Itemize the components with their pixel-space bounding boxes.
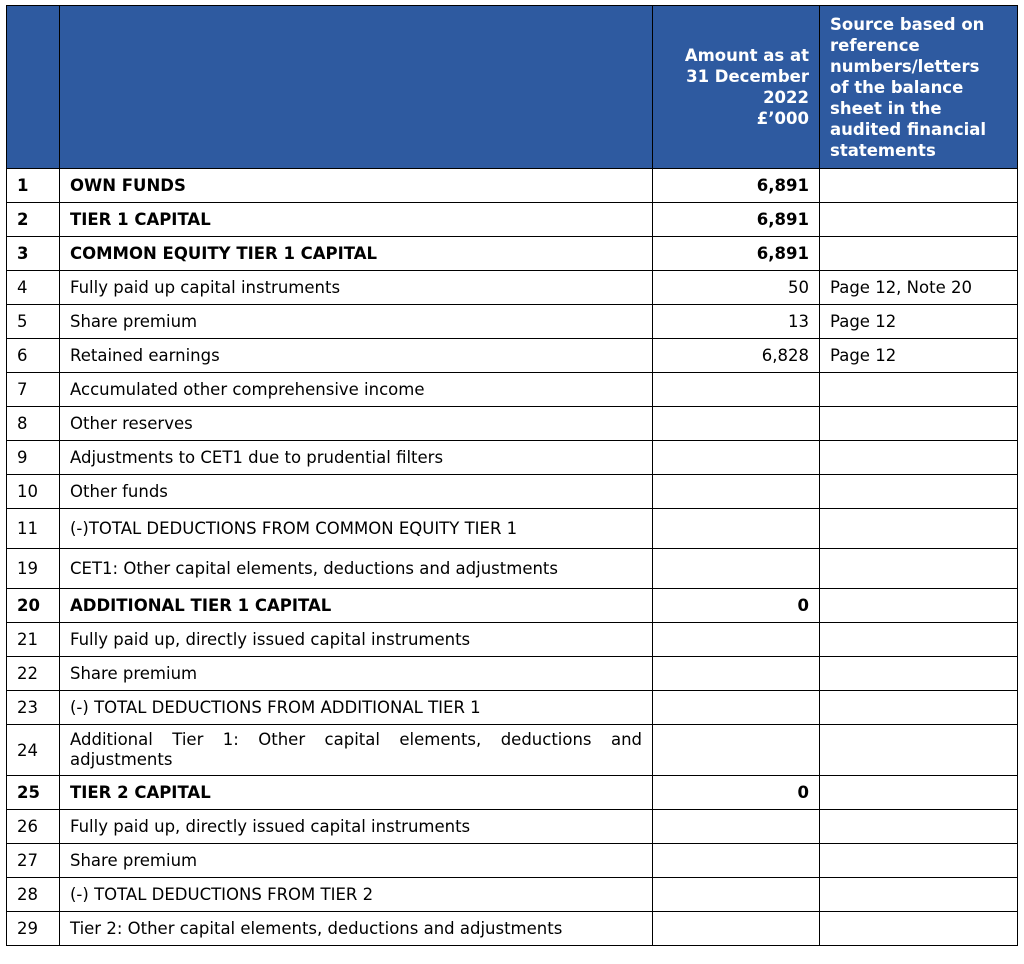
- row-number: 26: [7, 810, 60, 844]
- table-row: [7, 657, 1018, 691]
- row-amount: 6,891: [653, 169, 820, 203]
- row-number: 6: [7, 339, 60, 373]
- row-source: Page 12: [820, 339, 1018, 373]
- header-amount-line: 2022: [763, 88, 809, 107]
- row-amount: [653, 691, 820, 725]
- table-row: [7, 549, 1018, 589]
- table-row: [7, 912, 1018, 946]
- row-amount: [653, 623, 820, 657]
- row-description: OWN FUNDS: [60, 169, 653, 203]
- row-source: [820, 691, 1018, 725]
- row-amount: 6,828: [653, 339, 820, 373]
- row-amount: [653, 407, 820, 441]
- row-source: [820, 589, 1018, 623]
- table-row: [7, 441, 1018, 475]
- row-description: Adjustments to CET1 due to prudential filters: [60, 441, 653, 475]
- row-description: Retained earnings: [60, 339, 653, 373]
- header-source-line: Source based on: [830, 14, 985, 34]
- row-number: 19: [7, 549, 60, 589]
- table-row: [7, 475, 1018, 509]
- table-row: [7, 339, 1018, 373]
- header-source-line: reference: [830, 35, 920, 55]
- row-source: [820, 237, 1018, 271]
- row-amount: [653, 725, 820, 776]
- header-amount-cell: [653, 6, 820, 169]
- row-number: 2: [7, 203, 60, 237]
- table-row: [7, 725, 1018, 776]
- row-source: [820, 725, 1018, 776]
- row-description: Share premium: [60, 305, 653, 339]
- row-description: Share premium: [60, 657, 653, 691]
- row-number: 25: [7, 776, 60, 810]
- header-source-line: audited financial: [830, 119, 987, 139]
- header-description-cell: [60, 6, 653, 169]
- row-source: [820, 475, 1018, 509]
- header-source-line: sheet in the: [830, 98, 942, 118]
- row-amount: [653, 509, 820, 549]
- row-source: [820, 373, 1018, 407]
- row-description: TIER 1 CAPITAL: [60, 203, 653, 237]
- row-description: ADDITIONAL TIER 1 CAPITAL: [60, 589, 653, 623]
- table-row: [7, 509, 1018, 549]
- row-source: [820, 776, 1018, 810]
- row-source: [820, 912, 1018, 946]
- row-description: Other funds: [60, 475, 653, 509]
- row-number: 4: [7, 271, 60, 305]
- row-number: 9: [7, 441, 60, 475]
- row-source: [820, 509, 1018, 549]
- row-source: [820, 549, 1018, 589]
- row-amount: [653, 657, 820, 691]
- table-row: [7, 776, 1018, 810]
- row-amount: 13: [653, 305, 820, 339]
- row-number: 22: [7, 657, 60, 691]
- row-number: 5: [7, 305, 60, 339]
- row-source: [820, 657, 1018, 691]
- row-description: Fully paid up, directly issued capital instruments: [60, 810, 653, 844]
- row-amount: 0: [653, 589, 820, 623]
- table-row: [7, 589, 1018, 623]
- table-header: [7, 6, 1018, 169]
- row-source: Page 12: [820, 305, 1018, 339]
- row-number: 23: [7, 691, 60, 725]
- table-row: [7, 237, 1018, 271]
- table-row: [7, 203, 1018, 237]
- header-amount-line: £’000: [756, 109, 809, 128]
- row-amount: [653, 878, 820, 912]
- header-source-line: statements: [830, 140, 936, 160]
- row-source: [820, 203, 1018, 237]
- row-amount: 6,891: [653, 237, 820, 271]
- row-description: Accumulated other comprehensive income: [60, 373, 653, 407]
- row-number: 8: [7, 407, 60, 441]
- row-source: [820, 878, 1018, 912]
- row-number: 29: [7, 912, 60, 946]
- table-row: [7, 810, 1018, 844]
- row-description: Fully paid up, directly issued capital instruments: [60, 623, 653, 657]
- row-description: CET1: Other capital elements, deductions and adjustments: [60, 549, 653, 589]
- row-amount: [653, 912, 820, 946]
- row-number: 10: [7, 475, 60, 509]
- row-source: Page 12, Note 20: [820, 271, 1018, 305]
- header-source-line: of the balance: [830, 77, 964, 97]
- row-amount: [653, 475, 820, 509]
- row-source: [820, 407, 1018, 441]
- row-number: 3: [7, 237, 60, 271]
- row-source: [820, 441, 1018, 475]
- table-row: [7, 691, 1018, 725]
- table-body: [7, 169, 1018, 946]
- row-amount: [653, 373, 820, 407]
- row-description: Other reserves: [60, 407, 653, 441]
- header-source-cell: [820, 6, 1018, 169]
- row-description: COMMON EQUITY TIER 1 CAPITAL: [60, 237, 653, 271]
- row-number: 21: [7, 623, 60, 657]
- row-description: Additional Tier 1: Other capital elements, deductions and adjustments: [60, 725, 653, 776]
- row-amount: 0: [653, 776, 820, 810]
- row-description: TIER 2 CAPITAL: [60, 776, 653, 810]
- row-description: (-) TOTAL DEDUCTIONS FROM ADDITIONAL TIER 1: [60, 691, 653, 725]
- row-amount: [653, 810, 820, 844]
- row-amount: [653, 844, 820, 878]
- row-description: Share premium: [60, 844, 653, 878]
- row-number: 11: [7, 509, 60, 549]
- table-row: [7, 305, 1018, 339]
- table-row: [7, 373, 1018, 407]
- table-row: [7, 878, 1018, 912]
- row-number: 24: [7, 725, 60, 776]
- row-source: [820, 169, 1018, 203]
- table-row: [7, 623, 1018, 657]
- row-amount: 50: [653, 271, 820, 305]
- row-description: (-) TOTAL DEDUCTIONS FROM TIER 2: [60, 878, 653, 912]
- row-amount: [653, 441, 820, 475]
- row-number: 20: [7, 589, 60, 623]
- row-number: 1: [7, 169, 60, 203]
- header-number-cell: [7, 6, 60, 169]
- header-amount-line: 31 December: [686, 67, 809, 86]
- table-row: [7, 271, 1018, 305]
- row-description: (-)TOTAL DEDUCTIONS FROM COMMON EQUITY TIER 1: [60, 509, 653, 549]
- header-source-line: numbers/letters: [830, 56, 980, 76]
- row-description: Fully paid up capital instruments: [60, 271, 653, 305]
- row-amount: [653, 549, 820, 589]
- row-number: 7: [7, 373, 60, 407]
- row-description: Tier 2: Other capital elements, deductions and adjustments: [60, 912, 653, 946]
- row-amount: 6,891: [653, 203, 820, 237]
- table-row: [7, 169, 1018, 203]
- table-row: [7, 844, 1018, 878]
- row-number: 28: [7, 878, 60, 912]
- header-row: [7, 6, 1018, 169]
- header-amount-line: Amount as at: [684, 46, 809, 65]
- row-source: [820, 623, 1018, 657]
- table-row: [7, 407, 1018, 441]
- row-source: [820, 810, 1018, 844]
- row-source: [820, 844, 1018, 878]
- row-number: 27: [7, 844, 60, 878]
- own-funds-table: [6, 5, 1018, 946]
